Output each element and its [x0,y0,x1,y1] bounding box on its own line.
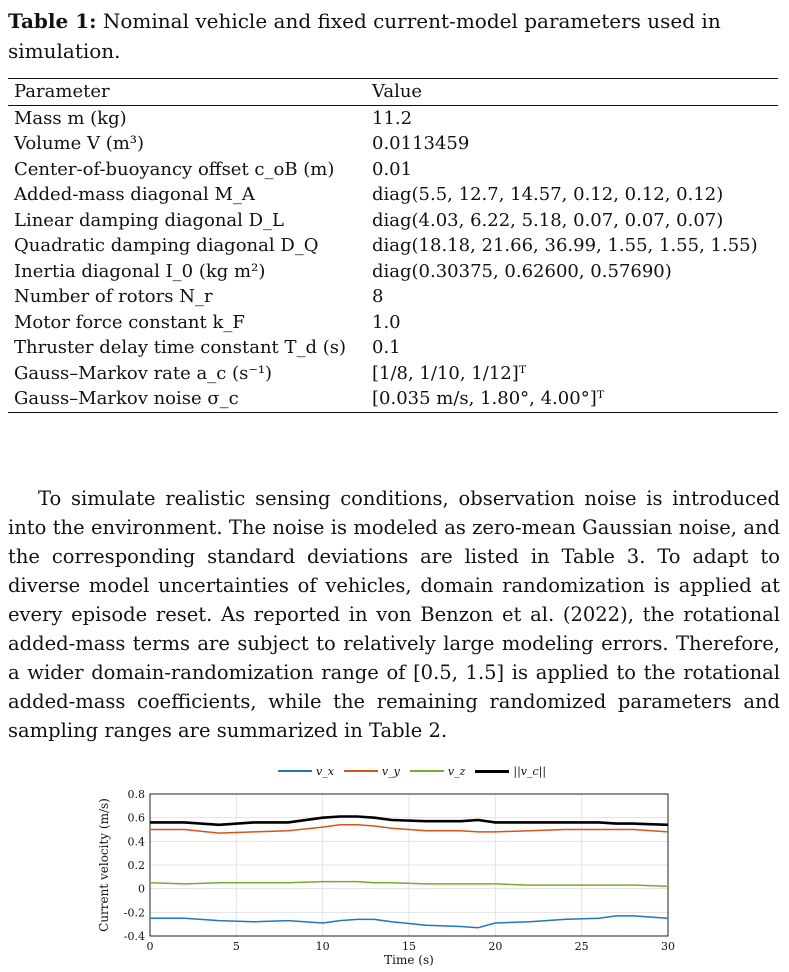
cell-value: 0.01 [372,158,413,180]
y-tick-label: 0.8 [127,788,145,801]
cell-value: diag(0.30375, 0.62600, 0.57690) [372,260,672,282]
cell-parameter: Mass m (kg) [14,107,127,129]
table-row [8,310,778,336]
cell-value: 11.2 [372,107,413,129]
legend-label-vy: v_y [381,764,400,778]
legend-label-vz: v_z [447,764,466,778]
table-row [8,259,778,285]
x-tick-label: 15 [402,940,416,953]
table-caption-text: Nominal vehicle and fixed current-model parameters used in simulation. [8,9,721,63]
cell-parameter: Gauss–Markov noise σ_c [14,388,239,410]
y-tick-label: 0.4 [127,835,145,849]
parameter-table [8,78,778,413]
legend-item-vc-norm [475,765,546,778]
legend-label-vx: v_x [316,764,334,778]
x-tick-label: 30 [661,940,675,953]
legend-swatch-vz [410,770,444,772]
cell-value: diag(4.03, 6.22, 5.18, 0.07, 0.07, 0.07) [372,209,724,231]
cell-parameter: Center-of-buoyancy offset c_oB (m) [14,158,335,180]
table-row [8,105,778,131]
y-tick-label: 0.2 [127,859,145,872]
table-row [8,284,778,310]
table-caption [8,6,780,66]
legend-item-vx [278,765,334,778]
cell-parameter: Linear damping diagonal D_L [14,209,285,231]
y-tick-label: 0.6 [127,811,145,825]
header-parameter: Parameter [8,79,366,106]
y-tick-label: 0 [138,882,145,896]
legend-swatch-vy [344,770,378,772]
cell-value: 0.1 [372,337,401,359]
cell-parameter: Quadratic damping diagonal D_Q [14,235,319,257]
legend-item-vy [344,765,400,778]
cell-parameter: Motor force constant k_F [14,311,245,333]
x-tick-label: 0 [146,940,154,953]
cell-parameter: Gauss–Markov rate a_c (s⁻¹) [14,362,273,384]
table-row [8,182,778,208]
current-velocity-chart [80,780,690,970]
table-row [8,386,778,412]
cell-value: 8 [372,286,384,308]
cell-value: [0.035 m/s, 1.80°, 4.00°]ᵀ [372,388,605,410]
table-row [8,208,778,234]
cell-parameter: Volume V (m³) [14,133,145,155]
table-row [8,131,778,157]
body-paragraph-block [8,484,780,745]
chart-legend [278,762,578,780]
y-axis-label: Current velocity (m/s) [97,798,111,932]
body-paragraph: To simulate realistic sensing conditions, observation noise is introduced into the environment. The noise is modeled as zero-mean Gaussian noise, and the corresponding standard deviations are listed in Table 3. To adapt to diverse model uncertainties of vehicles, domain randomization is applied at every episode reset. As reported in von Benzon et al. (2022), the rotational added-mass terms are subject to relatively large modeling errors. Therefore, a wider domain-randomization range of [0.5, 1.5] is applied to the rotational added-mass coefficients, while the remaining randomized parameters and sampling ranges are summarized in Table 2. [8,487,780,742]
x-tick-label: 5 [232,940,240,953]
y-tick-label: -0.2 [123,906,145,920]
cell-value: [1/8, 1/10, 1/12]ᵀ [372,362,527,384]
cell-value: diag(18.18, 21.66, 36.99, 1.55, 1.55, 1.55) [372,235,758,257]
legend-item-vz [410,765,466,778]
header-value: Value [366,79,778,106]
x-tick-label: 20 [488,940,503,953]
cell-parameter: Number of rotors N_r [14,286,213,308]
x-tick-label: 25 [574,940,589,953]
x-axis-label: Time (s) [384,953,434,967]
legend-swatch-vc-norm [475,770,509,773]
table-row [8,335,778,361]
table-caption-label: Table 1: [8,9,97,33]
table-header-row [8,79,778,106]
y-tick-label: -0.4 [123,930,145,943]
cell-value: diag(5.5, 12.7, 14.57, 0.12, 0.12, 0.12) [372,184,724,206]
cell-value: 1.0 [372,311,401,333]
legend-label-vc-norm: ||v_c|| [513,764,547,778]
cell-parameter: Added-mass diagonal M_A [14,184,255,206]
table-row [8,157,778,183]
cell-parameter: Inertia diagonal I_0 (kg m²) [14,260,266,282]
cell-parameter: Thruster delay time constant T_d (s) [14,337,347,359]
cell-value: 0.0113459 [372,133,470,155]
legend-swatch-vx [278,770,312,772]
x-tick-label: 10 [315,940,330,953]
table-row [8,233,778,259]
table-row [8,361,778,387]
